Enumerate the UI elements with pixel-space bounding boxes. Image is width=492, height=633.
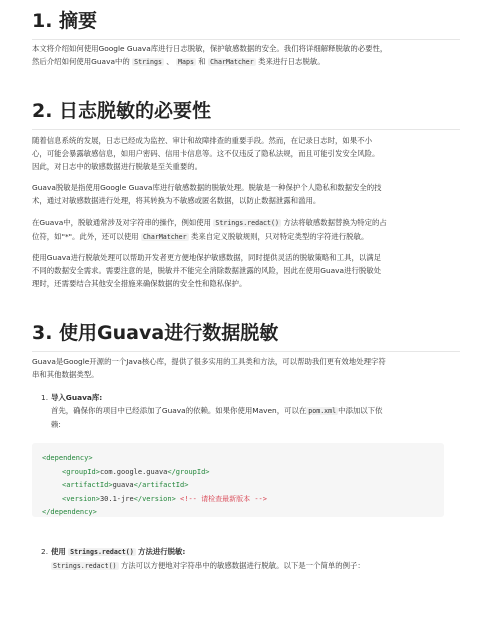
inline-code: CharMatcher	[210, 58, 254, 66]
inline-code: Maps	[178, 58, 194, 66]
section-2-paragraph-4: 使用Guava进行脱敏处理可以帮助开发者更方便地保护敏感数据，同时提供灵活的脱敏策略和工具，以满足 不同的数据安全需求。需要注意的是，脱敏并不能完全消除数据泄露的风险，因此在使用Guava进行脱敏处 理时，还需要结合其他安全措施来确保数据的安全性和隐私保护。	[32, 253, 382, 288]
inline-code: pom.xml	[308, 407, 337, 415]
inline-code: Strings.redact()	[53, 562, 117, 570]
inline-code: Strings.redact()	[215, 219, 279, 227]
inline-code: Strings	[134, 58, 162, 66]
inline-code: CharMatcher	[142, 233, 187, 241]
section-3-title: 3. 使用Guava进行数据脱敏	[32, 320, 460, 352]
section-2-paragraph-1: 随着信息系统的发展，日志已经成为监控、审计和故障排查的重要手段。然而，在记录日志时，如果不小 心，可能会暴露敏感信息，如用户密码、信用卡信息等。这不仅违反了隐私法规，而且可能引发安全风险。 因此，对日志中的敏感数据进行脱敏是至关重要的。	[32, 136, 380, 171]
inline-code: Strings.redact()	[70, 548, 134, 556]
list-item-strings-redact: 2. 使用 Strings.redact() 方法进行脱敏: Strings.redact() 方法可以方便地对字符串中的敏感数据进行脱敏。以下是一个简单的例子：	[41, 547, 365, 570]
section-2-paragraph-2: Guava脱敏是指使用Google Guava库进行敏感数据的脱敏处理。脱敏是一种保护个人隐私和数据安全的技 术，通过对敏感数据进行处理，将其转换为不敏感或匿名数据，以防止数据泄露和滥用。	[32, 183, 382, 205]
list-item-import-guava: 1. 导入Guava库: 首先，确保你的项目中已经添加了Guava的依赖。如果你使用Maven，可以在 pom.xml 中添加以下依 赖:	[41, 393, 383, 429]
code-comment: <!-- 请检查最新版本 -->	[180, 494, 267, 503]
section-2-title: 2. 日志脱敏的必要性	[32, 98, 460, 130]
section-2-paragraph-3: 在Guava中，脱敏通常涉及对字符串的操作，例如使用 Strings.redact() 方法将敏感数据替换为特定的占 位符，如"*"。此外，还可以使用 CharMatcher 类来自定义脱敏规则，只对特定类型的字符进行脱敏。	[32, 218, 387, 241]
list-item-heading: 导入Guava库	[51, 393, 100, 402]
code-block-maven-dependency: <dependency> <groupId>com.google.guava</groupId> <artifactId>guava</artifactId> <version>30.1-jre</version> <!-- 请检查最新版本 --> </dependency>	[32, 443, 444, 517]
section-3-paragraph-1: Guava是Google开源的一个Java核心库，提供了很多实用的工具类和方法，可以帮助我们更有效地处理字符 串和其他数据类型。	[32, 357, 386, 379]
section-1-title: 1. 摘要	[32, 8, 460, 40]
section-1-paragraph: 本文将介绍如何使用Google Guava库进行日志脱敏，保护敏感数据的安全。我们将详细解释脱敏的必要性， 然后介绍如何使用Guava中的 Strings 、 Maps 和 CharMatcher 类来进行日志脱敏。	[32, 44, 388, 66]
